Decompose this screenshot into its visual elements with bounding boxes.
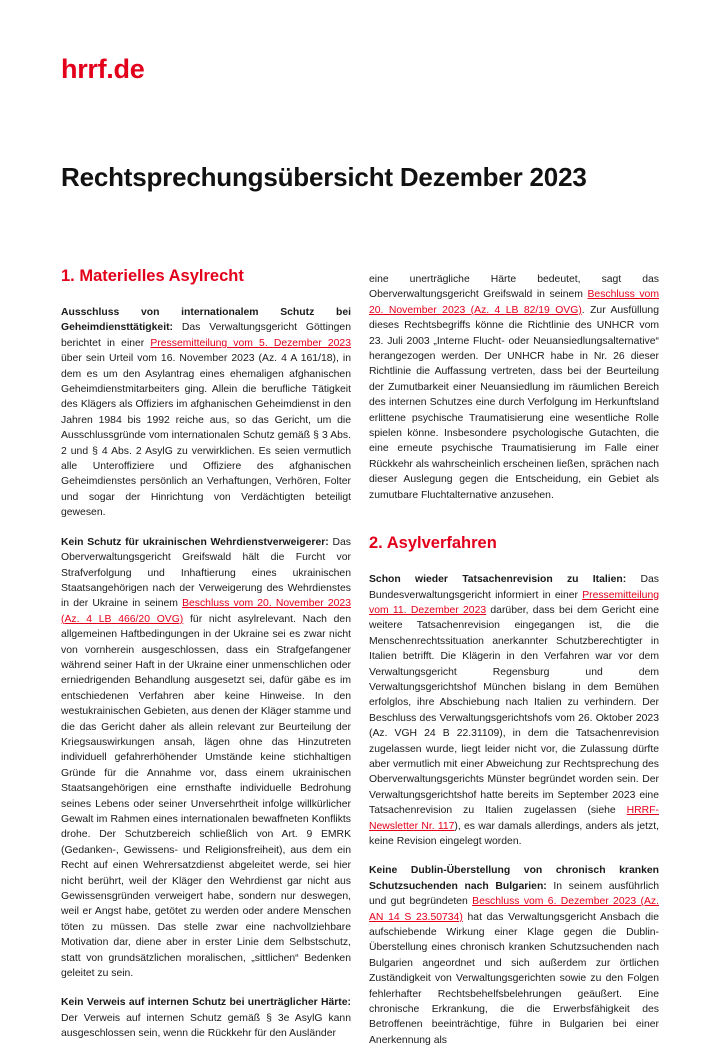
link-beschluss-greifswald-466[interactable]: Beschluss vom 20. November 2023 (Az. 4 LB 466/20 OVG): [61, 598, 351, 625]
link-beschluss-ansbach[interactable]: Beschluss vom 6. Dezember 2023 (Az. AN 14 S 23.50734): [369, 896, 659, 923]
paragraph-text: Das Bundesverwaltungsgericht informiert in einer: [369, 574, 659, 601]
paragraph-text: Das Oberverwaltungsgericht Greifswald hält die Furcht vor Strafverfolgung und Inhaftierung eines ukrainischen Staatsangehörigen nach der Verweigerung des Wehrdienstes in der Ukraine in seinem: [61, 536, 351, 610]
paragraph-wehrdienstverweigerer: [61, 535, 351, 982]
paragraph-text: für nicht asylrelevant. Nach den allgemeinen Haftbedingungen in der Ukraine sei es zwar nicht von vornherein ausgeschlossen, dass ein Strafgefangener während seiner Haft in der Ukraine einer unmenschlichen oder erniedrigenden Behandlung ausgesetzt sei, dafür gäbe es im entschiedenen Verfahren aber keine Hinweise. In den westukrainischen Gebieten, aus denen der Kläger stamme und die das Gericht daher als allein relevant zur Beurteilung der Kriegsauswirkungen ansah, lägen ohne das Hinzutreten individuell gefahrerhöhender Umstände keine stichhaltigen Gründe für die Annahme vor, dass einem ukrainischen Staatsangehörigen eine ernsthafte individuelle Bedrohung seines Lebens oder seiner Unversehrtheit infolge willkürlicher Gewalt im Rahmen eines internationalen bewaffneten Konflikts drohe. Der Schutzbereich schließlich von Art. 9 EMRK (Gedanken-, Gewissens- und Religionsfreiheit), aus dem ein Recht auf einen Wehrersatzdienst abgeleitet werde, sei hier nicht berührt, weil der Kläger den Wehrdienst gar nicht aus Gewissensgründen verweigert habe, sondern nur deswegen, weil er Angst habe, getötet zu werden oder andere Menschen töten zu müssen. Das stelle zwar eine nachvollziehbare Motivation dar, diene aber in erster Linie dem Selbstschutz, statt von grundsätzlichen moralischen, „sittlichen“ Bedenken geleitet zu sein.: [61, 613, 351, 980]
site-logo: hrrf.de: [61, 54, 145, 84]
link-hrrf-newsletter-117[interactable]: HRRF-Newsletter Nr. 117: [369, 805, 659, 832]
section-heading-asylverfahren: 2. Asylverfahren: [369, 534, 497, 553]
paragraph-text: hat das Verwaltungsgericht Ansbach die aufschiebende Wirkung einer Klage gegen die Dublin-Überstellung eines chronisch kranken Schutzsuchenden nach Bulgarien angeordnet und sich außerdem zur örtlichen Zuständigkeit von Verwaltungsgerichten sowie zu den Folgen fehlerhafter Rechtsbehelfsbelehrungen geäußert. Eine chronische Erkrankung, die die Erwerbsfähigkeit des Betroffenen beeinträchtige, führe in Bulgarien bei einer Anerkennung als: [369, 911, 659, 1046]
link-pressemitteilung-goettingen[interactable]: Pressemitteilung vom 5. Dezember 2023: [150, 337, 351, 349]
paragraph-lead: Schon wieder Tatsachenrevision zu Italien:: [369, 574, 627, 586]
paragraph-text: über sein Urteil vom 16. November 2023 (Az. 4 A 161/18), in dem es um den Asylantrag eines ehemaligen afghanischen Geheimdienstmitarbeiters ging. Allein die berufliche Tätigkeit des Klägers als Offiziers im afghanischen Geheimdienst in den Jahren 1984 bis 1992 reiche aus, so das Gericht, um die Ausschlussgründe vom internationalen Schutz gemäß § 3 Abs. 2 und § 4 Abs. 2 AsylG zu verwirklichen. Es seien vermutlich alle Unteroffiziere und Offiziere des afghanischen Geheimdienstes persönlich an Verhaftungen, Verhören, Folter und sogar der Hinrichtung von Verdächtigten beteiligt gewesen.: [61, 353, 351, 519]
paragraph-text: ), es war damals allerdings, anders als jetzt, keine Revision eingelegt worden.: [369, 820, 659, 847]
paragraph-text: . Zur Ausfüllung dieses Rechtsbegriffs könne die Richtlinie des UNHCR vom 23. Juli 2003 „Interne Flucht- oder Neuansiedlungsalternative“ herangezogen werden. Der UNHCR habe in Nr. 26 dieser Richtlinie die Auffassung vertreten, dass bei der Beurteilung der Zumutbarkeit einer Neuansiedlung im räumlichen Bereich des internen Schutzes eine durch Verfolgung im Herkunftsland erlittene psychische Traumatisierung eine wesentliche Rolle spielen könne. Insbesondere psychologische Gutachten, die eine erneute psychische Traumatisierung im Falle einer Rückkehr als wahrscheinlich erscheinen ließen, sprächen nach dieser Auslegung gegen die Entscheidung, ein Gebiet als zumutbare Fluchtalternative anzusehen.: [369, 304, 659, 501]
link-pressemitteilung-bverwg[interactable]: Pressemitteilung vom 11. Dezember 2023: [369, 589, 659, 616]
paragraph-lead: Kein Schutz für ukrainischen Wehrdienstverweigerer:: [61, 536, 329, 548]
paragraph-tatsachenrevision-italien: [369, 572, 659, 849]
paragraph-lead: Kein Verweis auf internen Schutz bei unerträglicher Härte:: [61, 997, 351, 1009]
right-column: [369, 272, 659, 1062]
paragraph-lead: Keine Dublin-Überstellung von chronisch kranken Schutzsuchenden nach Bulgarien:: [369, 865, 659, 892]
paragraph-dublin-bulgarien: [369, 863, 659, 1048]
paragraph-text: darüber, dass bei dem Gericht eine weitere Tatsachenrevision eingegangen ist, die die Menschenrechtssituation anerkannter Schutzberechtigter in Italien betrifft. Die Klägerin in den Verfahren war vor dem Verwaltungsgericht Regensburg und dem Verwaltungsgerichtshof München bislang in dem Bemühen erfolglos, ihre Abschiebung nach Italien zu verhindern. Der Beschluss des Verwaltungsgerichtshofs vom 26. Oktober 2023 (Az. VGH 24 B 22.31109), in dem die Tatsachenrevision zugelassen wurde, liegt leider nicht vor, die Zulassung dürfte aber vermutlich mit einer Abweichung zur Rechtsprechung des Oberverwaltungsgerichts Münster begründet worden sein. Der Verwaltungsgerichtshof hatte bereits im September 2023 eine Tatsachenrevision zu Italien zugelassen (siehe: [369, 604, 659, 817]
paragraph-interner-schutz: [61, 995, 351, 1041]
paragraph-text: Das Verwaltungsgericht Göttingen berichtet in einer: [61, 322, 351, 349]
left-column: [61, 262, 351, 1056]
paragraph-geheimdienst: [61, 305, 351, 521]
paragraph-lead: Ausschluss von internationalem Schutz bei Geheimdiensttätigkeit:: [61, 307, 351, 334]
section-heading-materielles-asylrecht: 1. Materielles Asylrecht: [61, 267, 244, 285]
paragraph-text: eine unerträgliche Härte bedeutet, sagt das Oberverwaltungsgericht Greifswald in seinem: [369, 274, 659, 301]
link-beschluss-greifswald-82[interactable]: Beschluss vom 20. November 2023 (Az. 4 LB 82/19 OVG): [369, 289, 659, 316]
paragraph-text: Der Verweis auf internen Schutz gemäß § 3e AsylG kann ausgeschlossen sein, wenn die Rückkehr für den Ausländer: [61, 1012, 351, 1040]
paragraph-haerte-continued: [369, 272, 659, 503]
page-title: Rechtsprechungsübersicht Dezember 2023: [61, 162, 587, 192]
paragraph-text: In seinem ausführlich und gut begründeten: [369, 880, 659, 908]
